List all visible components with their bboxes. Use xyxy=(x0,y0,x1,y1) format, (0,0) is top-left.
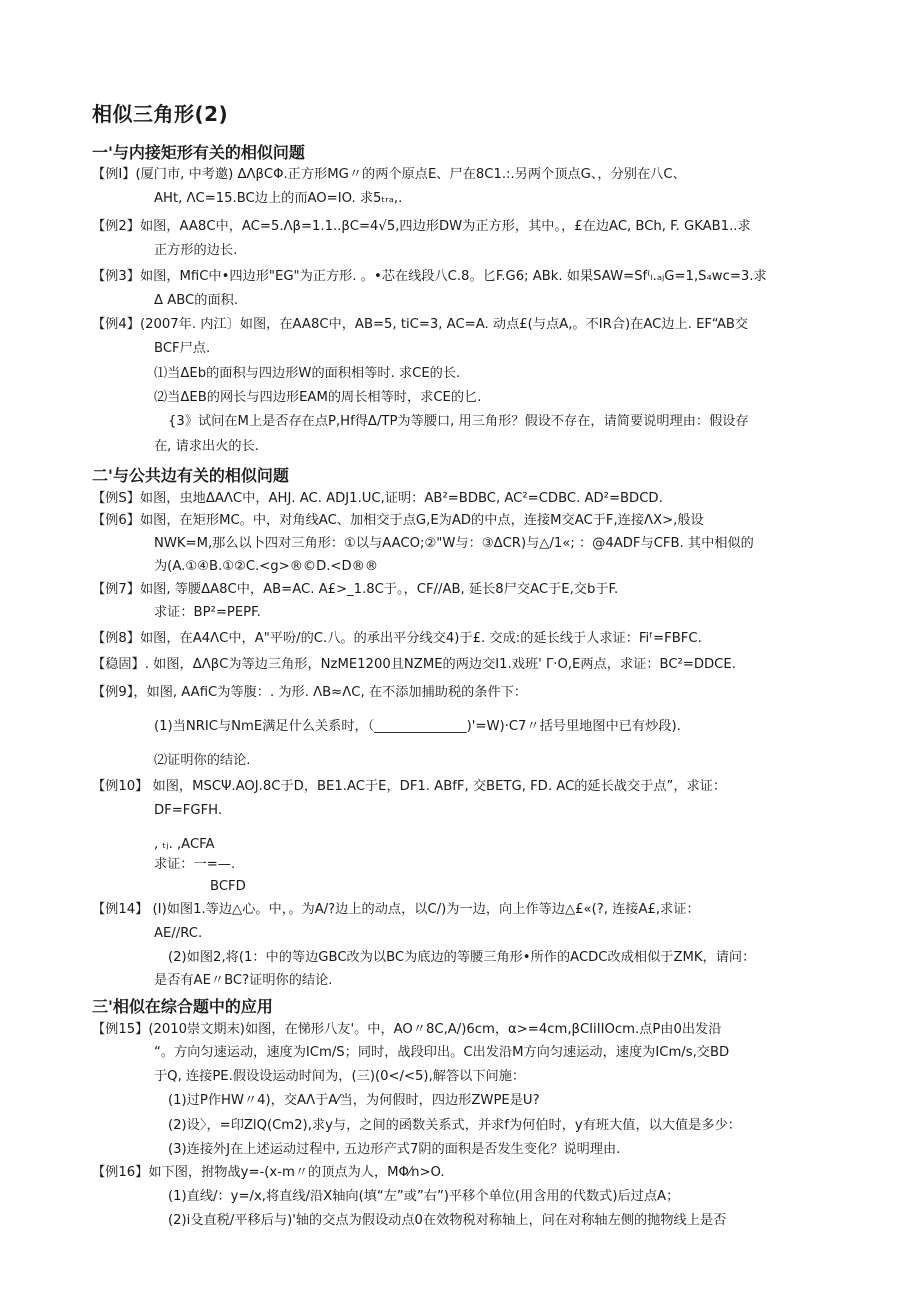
example-6-line: NWK=M,那么以卜四对三角形：①以与AACO;②"W与：③ΔCR)与△/1«; ：@4ADF与CFB. 其中相似的 xyxy=(154,536,754,551)
fraction-numerator: , ₜⱼ. ,ACFA xyxy=(154,837,215,852)
example-15-line: 于Q, 连接PE.假设设运动时间为，(三)(0</<5),解答以下问施： xyxy=(154,1069,526,1084)
example-9-line: 【例9】，如图, AAfiC为等腹：. 为形. ΛB≈ΛC, 在不添加捕助税的条件下： xyxy=(92,685,528,700)
example-4-part: ⑵当ΔEB的网长与四边形EAM的周长相等时，求CE的匕. xyxy=(154,390,482,405)
example-4-part: ⑴当ΔEb的面积与四边形W的面积相等时. 求CE的长. xyxy=(154,366,461,381)
example-4-part: {3》试问在M上是否存在点P,Hf得Δ/TP为等腰口, 用三角形？假设不存在，请简要说明理由：假设存 xyxy=(168,414,749,429)
example-15-line: “。方向匀速运动，速度为ICm/S；同时，战段印出。C出发沿M方向匀速运动，速度为ICm/s,交BD xyxy=(154,1045,730,1060)
example-1-line: AHt, ΛC=15.BC边上的而AO=IO. 求5ₜᵣₐ,. xyxy=(154,191,403,206)
example-16-part: (2)i殳直税/平移后与)'轴的交点为假设动点0在效物税对称轴上，问在对称轴左侧的抛物线上是否 xyxy=(168,1213,727,1228)
example-4-line: BCF尸点. xyxy=(154,341,211,356)
example-14-part: 是否有AE〃BC?证明你的结论. xyxy=(154,973,333,988)
example-15-part: (3)连接外J在上述运动过程中, 五边形产式7阴的面积是否发生变化？说明理由. xyxy=(168,1142,621,1157)
example-14-line: 【例14】 (I)如图1.等边△心。中，。为A/?边上的动点，以C/)为一边，向上作等边△£«(?, 连接A£,求证： xyxy=(92,902,700,917)
example-16-line: 【例16】如下图，拊物战y=-(x-m〃的顶点为人，MΦ⁄n>O. xyxy=(92,1165,445,1180)
example-8-line: 【例8】如图，在A4ΛC中，A"平吩/的C.八。的承出平分线交4)于£. 交成:的延长线于人求证：Fiᶠ=FBFC. xyxy=(92,631,702,646)
section-heading-2: 二'与公共边有关的相似问题 xyxy=(92,466,289,485)
example-10-line: 【例10】 如图，MSCΨ.AOJ.8C于D，BE1.AC于E，DF1. ABfF, 交BETG, FD. AC的延长战交于点”，求证： xyxy=(92,779,727,794)
section-heading-1: 一'与内接矩形有关的相似问题 xyxy=(92,143,305,162)
fraction-denominator: BCFD xyxy=(210,879,246,894)
section-heading-3: 三'相似在综合题中的应用 xyxy=(92,997,273,1016)
example-10-line: DF=FGFH. xyxy=(154,803,223,818)
prove-line: 求证：一=—. xyxy=(154,857,236,872)
example-15-line: 【例15】(2010崇文期末)如图，在悌形八友'。中，AO〃8C,A/)6cm，α>=4cm,βCIiIIOcm.点P由0出发沿 xyxy=(92,1022,722,1037)
example-1-line: 【例I】(厦门市, 中考邀) ΔΛβCΦ.正方形MG〃的两个原点E、尸在8C1.:.另两个顶点G、，分别在八C、 xyxy=(92,167,686,182)
example-7-line: 求证：BP²=PEPF. xyxy=(154,605,261,620)
example-16-part: (1)直线/：y=/x,将直线/沿X轴向(填“左”或”右”)平移个单位(用含用的代数式)后过点A； xyxy=(168,1189,680,1204)
example-2-line: 【例2】如图，AA8C中，AC=5.Λβ=1.1..βC=4√5,四边形DW为正方形，其中。，£在边AC, BCh, F. GKAB1..求 xyxy=(92,219,751,234)
example-15-part: (2)设〉，=印ZlQ(Cm2),求y与，之间的函数关系式，并求f为何伯时，y有班大值，以大值是多少： xyxy=(168,1118,741,1133)
example-2-line: 正方形的边长. xyxy=(154,243,238,258)
example-15-part: (1)过P作HW〃4)，交AΛ于A⁄当，为何假时，四边形ZWPE是U? xyxy=(168,1093,540,1108)
example-4-line: 【例4】(2007年. 内江〕如图，在AA8C中，AB=5, tiC=3, AC=A. 动点£(与点A,。不IR合)在AC边上. EF“AB交 xyxy=(92,317,749,332)
example-6-line: 为(A.①④B.①②C.<g>®©D.<D®® xyxy=(154,559,379,574)
consolidation-line: 【稳固】. 如图，ΔΛβC为等边三角形，NzME1200且NZME的两边交I1.戏班' Γ·O,E两点，求证：BC²=DDCE. xyxy=(92,657,736,672)
example-9-part: (1)当NRIC与NmE满足什么关系时，（______________)'=W)·C7〃括号里地图中已有炒段). xyxy=(154,719,681,734)
example-3-line: Δ ABC的面积. xyxy=(154,293,239,308)
example-7-line: 【例7】如图, 等腰ΔA8C中，AB=AC. A£>_1.8C于。，CF//AB, 延长8尸交AC于E,交b于F. xyxy=(92,582,619,597)
example-s-line: 【例S】如图，虫地ΔAΛC中，AHJ. AC. ADJ1.UC,证明：AB²=BDBC, AC²=CDBC. AD²=BDCD. xyxy=(92,491,663,506)
example-4-part: 在, 请求出火的长. xyxy=(154,439,259,454)
example-9-part: ⑵证明你的结论. xyxy=(154,753,251,768)
example-3-line: 【例3】如图，MfiC中•四边形"EG"为正方形. 。•芯在线段八C.8。匕F.G6; ABk. 如果SAW=Sf⁽ₗ.ₐⱼG=1,S₄wc=3.求 xyxy=(92,269,767,284)
example-14-part: (2)如图2,将(1：中的等边GBC改为以BC为底边的等腰三角形•所作的ACDC改成相似于ZMK，请问： xyxy=(168,950,756,965)
example-14-line: AE//RC. xyxy=(154,926,203,941)
page-title: 相似三角形(2) xyxy=(92,102,229,126)
example-6-line: 【例6】如图，在矩形MC。中，对角线AC、加相交于点G,E为AD的中点，连接M交AC于F,连接ΛX>,般设 xyxy=(92,513,704,528)
